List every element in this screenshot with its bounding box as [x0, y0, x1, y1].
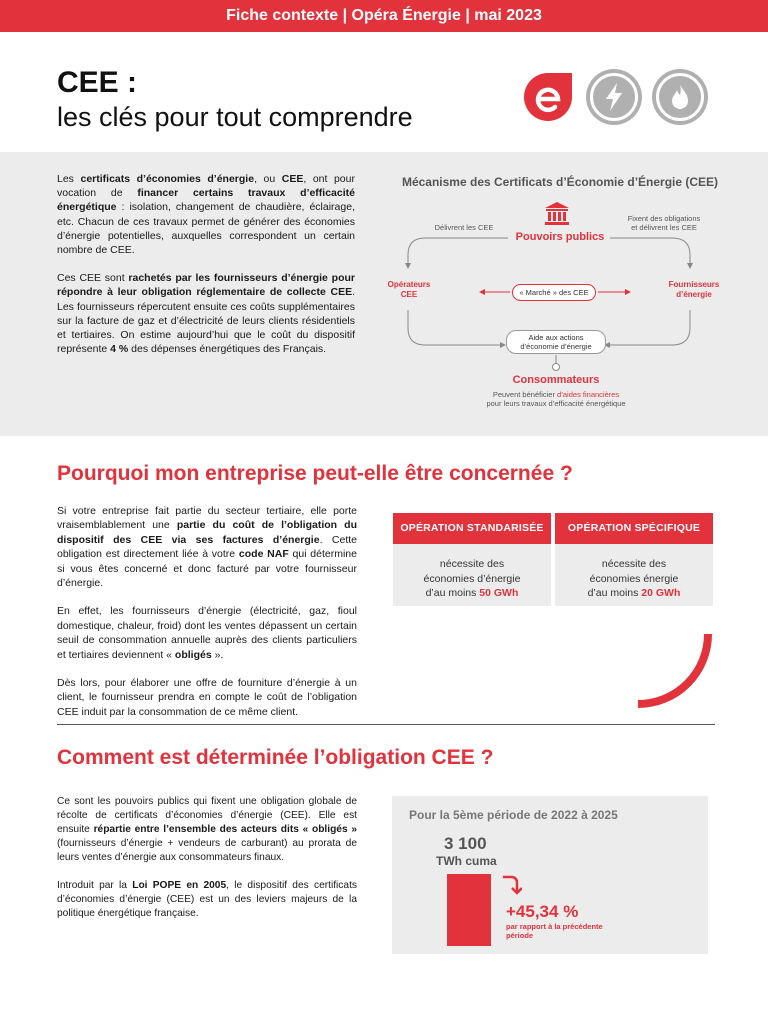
- intro-paragraph-2: Ces CEE sont rachetés par les fournisseurs d’énergie pour répondre à leur obligation réglementaire de collecte CEE. Les fournisseurs répercutent ensuite ces coûts supplémentaires sur la facture de gaz et d’électricité de leurs clients résidentiels et tertiaires. On estime aujourd’hui que le coût du dispositif représente 4 % des dépenses énergétiques des Français.: [57, 272, 355, 356]
- growth-value: +45,34 %: [506, 902, 579, 921]
- stat-bar: [447, 874, 491, 946]
- section-divider: [57, 724, 715, 725]
- logo-group: [520, 69, 708, 125]
- section-2-text: [57, 795, 357, 935]
- stat-box: [392, 796, 708, 954]
- card-2-header: OPÉRATION SPÉCIFIQUE: [555, 513, 713, 544]
- intro-text: [57, 172, 355, 370]
- institution-icon: [544, 200, 570, 226]
- section-2-paragraph-2: Introduit par la Loi POPE en 2005, le dispositif des certificats d’économies d’énergie (CEE) est un des leviers majeurs de la politique énergétique française.: [57, 880, 357, 919]
- cee-mechanism-diagram: [380, 170, 740, 420]
- diagram-title: Mécanisme des Certificats d’Économie d’Énergie (CEE): [401, 175, 719, 189]
- aide-pill: Aide aux actions d’économie d’énergie: [506, 330, 606, 354]
- section-2-paragraph-1: Ce sont les pouvoirs publics qui fixent une obligation globale de récolte de certificats d’économies d’énergie (CEE). Elle est ensuite répartie entre l’ensemble des acteurs dits « obligés » (fournisseurs d’énergie + vendeurs de carburant) au prorata de leurs ventes d’énergie aux consommateurs finaux.: [57, 796, 357, 863]
- fixent-label: Fixent des obligations et délivrent les CEE: [627, 214, 701, 232]
- card-1-header: OPÉRATION STANDARISÉE: [393, 513, 551, 544]
- section-2-title: Comment est déterminée l’obligation CEE ?: [57, 746, 494, 769]
- lightning-icon: [586, 69, 642, 125]
- consommateurs-label: Consommateurs: [512, 374, 600, 386]
- header-banner: Fiche contexte | Opéra Énergie | mai 2023: [0, 0, 768, 32]
- delivrent-label: Délivrent les CEE: [434, 223, 494, 232]
- section-1-paragraph-1: Si votre entreprise fait partie du secteur tertiaire, elle porte vraisemblablement une partie du coût de l’obligation du dispositif des CEE via ses factures d’énergie. Cette obligation est directement liée à votre code NAF qui détermine si vous êtes concerné et donc facturé par votre fournisseur d’énergie.: [57, 505, 358, 590]
- fournisseurs-label: Fournisseurs d’énergie: [668, 280, 720, 299]
- section-1-title: Pourquoi mon entreprise peut-elle être concernée ?: [57, 462, 573, 485]
- card-2-value: 20 GWh: [641, 587, 681, 599]
- stat-value: 3 100: [444, 834, 487, 853]
- card-1-value: 50 GWh: [479, 587, 519, 599]
- operateurs-label: Opérateurs CEE: [387, 280, 431, 299]
- growth-caption: par rapport à la précédente période: [506, 922, 603, 940]
- operation-standardisee-card: [393, 513, 551, 606]
- operation-specifique-card: [555, 513, 713, 606]
- peuvent-label: Peuvent bénéficier d’aides financières pour leurs travaux d’efficacité énergétique: [486, 390, 626, 408]
- card-2-body: nécessite des économies énergie d’au moins 20 GWh: [587, 558, 681, 599]
- card-1-body: nécessite des économies d’énergie d’au moins 50 GWh: [423, 558, 521, 599]
- section-1-paragraph-3: Dès lors, pour élaborer une offre de fourniture d’énergie à un client, le fournisseur prendra en compte le coût de l’obligation CEE induit par la consommation de ce même client.: [57, 677, 357, 718]
- stat-unit: TWh cuma: [436, 854, 497, 868]
- section-1-paragraph-2: En effet, les fournisseurs d’énergie (électricité, gaz, fioul domestique, chaleur, froid) dont les ventes dépassent un certain seuil de consommation annuelle auprès des clients particuliers et tertiaires deviennent « obligés ».: [57, 605, 357, 661]
- title-line-1: CEE :: [57, 66, 138, 99]
- flame-icon: [652, 69, 708, 125]
- intro-paragraph-1: Les certificats d’économies d’énergie, ou CEE, ont pour vocation de financer certains travaux d’efficacité énergétique : isolation, changement de chaudière, éclairage, etc. Chacun de ces travaux permet de générer des économies d’énergie potentielles, auxquelles correspondent un certain nombre de CEE.: [57, 173, 355, 257]
- e-logo: [520, 69, 576, 125]
- section-1-text: [57, 504, 357, 733]
- pouvoirs-publics-label: Pouvoirs publics: [515, 231, 605, 243]
- stat-title: Pour la 5ème période de 2022 à 2025: [409, 808, 618, 822]
- decorative-arc: [630, 630, 720, 714]
- marche-pill: « Marché » des CEE: [512, 284, 596, 301]
- trend-arrow-icon: [500, 874, 522, 896]
- page-title: [57, 66, 413, 134]
- title-line-2: les clés pour tout comprendre: [57, 102, 413, 132]
